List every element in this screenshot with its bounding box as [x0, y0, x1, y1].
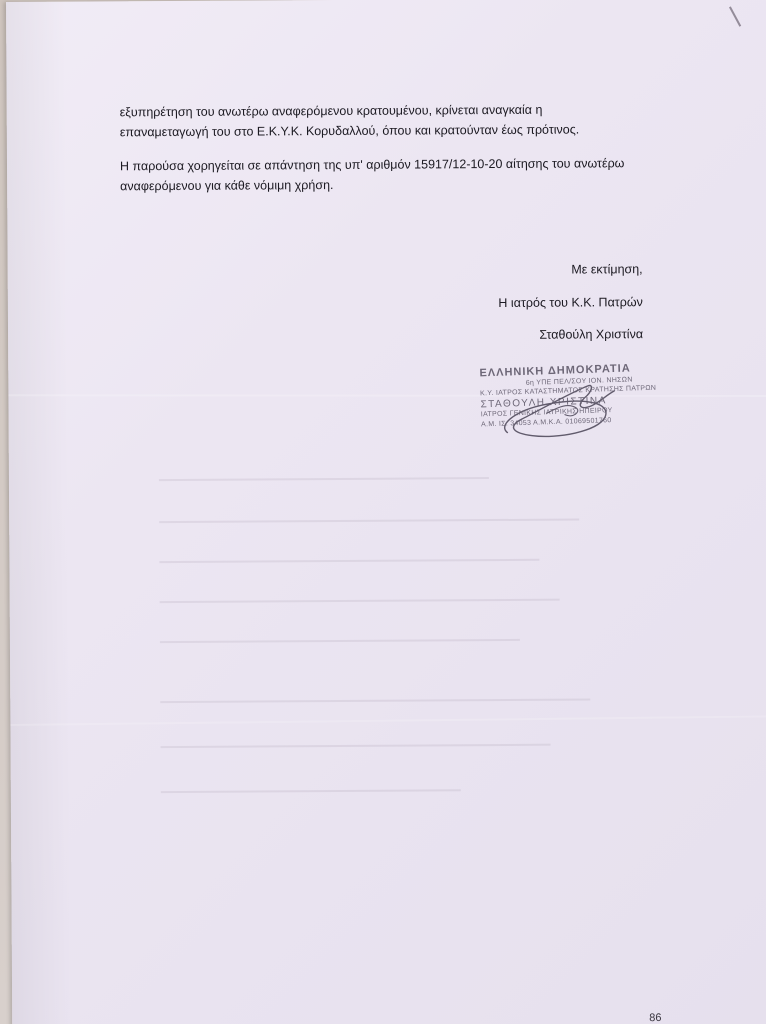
stamp-line-3: Κ.Υ. ΙΑΤΡΟΣ ΚΑΤΑΣΤΗΜΑΤΟΣ ΚΡΑΤΗΣΗΣ ΠΑΤΡΩΝ: [480, 384, 657, 398]
show-through-text: [159, 519, 579, 523]
stamp-line-1: ΕΛΛΗΝΙΚΗ ΔΗΜΟΚΡΑΤΙΑ: [479, 362, 631, 380]
show-through-text: [159, 559, 539, 563]
signatory-role: Η ιατρός του Κ.Κ. Πατρών: [498, 295, 643, 310]
show-through-text: [160, 698, 590, 702]
show-through-text: [160, 639, 520, 643]
show-through-text: [159, 477, 489, 481]
stamp-line-5: ΙΑΤΡΟΣ ΓΕΝΙΚΗΣ ΙΑΤΡΙΚΗΣ ΗΠΕΙΡΟΥ: [480, 407, 613, 419]
stamp-line-4: ΣΤΑΘΟΥΛΗ ΧΡΙΣΤΙΝΑ: [480, 395, 608, 411]
signatory-name: Σταθούλη Χριστίνα: [539, 327, 644, 342]
stamp-line-6: Α.Μ. ΙΣ. 34053 Α.Μ.Κ.Α. 01069501760: [481, 417, 612, 429]
handwritten-signature: [475, 360, 657, 446]
paragraph-1-line-2: επαναμεταγωγή του στο Ε.Κ.Υ.Κ. Κορυδαλλού, όπου και κρατούνταν έως πρότινος.: [119, 122, 580, 140]
document-page: [6, 0, 766, 1024]
show-through-text: [160, 599, 560, 603]
closing-regards: Με εκτίμηση,: [571, 262, 643, 277]
paragraph-2-line-2: αναφερόμενου για κάθε νόμιμη χρήση.: [120, 178, 334, 194]
paragraph-1-line-1: εξυπηρέτηση του ανωτέρω αναφερόμενου κρατουμένου, κρίνεται αναγκαία η: [119, 102, 543, 120]
pen-mark: [729, 6, 741, 26]
paper-fold-line: [10, 715, 766, 726]
page-number: 86: [649, 1012, 662, 1024]
official-stamp: [475, 360, 657, 446]
paragraph-2: [120, 153, 640, 196]
show-through-text: [161, 789, 461, 792]
page-shadow: [6, 2, 72, 1024]
paragraph-1: [120, 99, 640, 142]
show-through-text: [161, 744, 551, 748]
paragraph-2-line-1: Η παρούσα χορηγείται σε απάντηση της υπ' αριθμόν 15917/12-10-20 αίτησης του ανωτέρω: [119, 156, 625, 174]
stamp-line-2: 6η ΥΠΕ ΠΕΛ/ΣΟΥ ΙΟΝ. ΝΗΣΩΝ: [525, 376, 633, 387]
